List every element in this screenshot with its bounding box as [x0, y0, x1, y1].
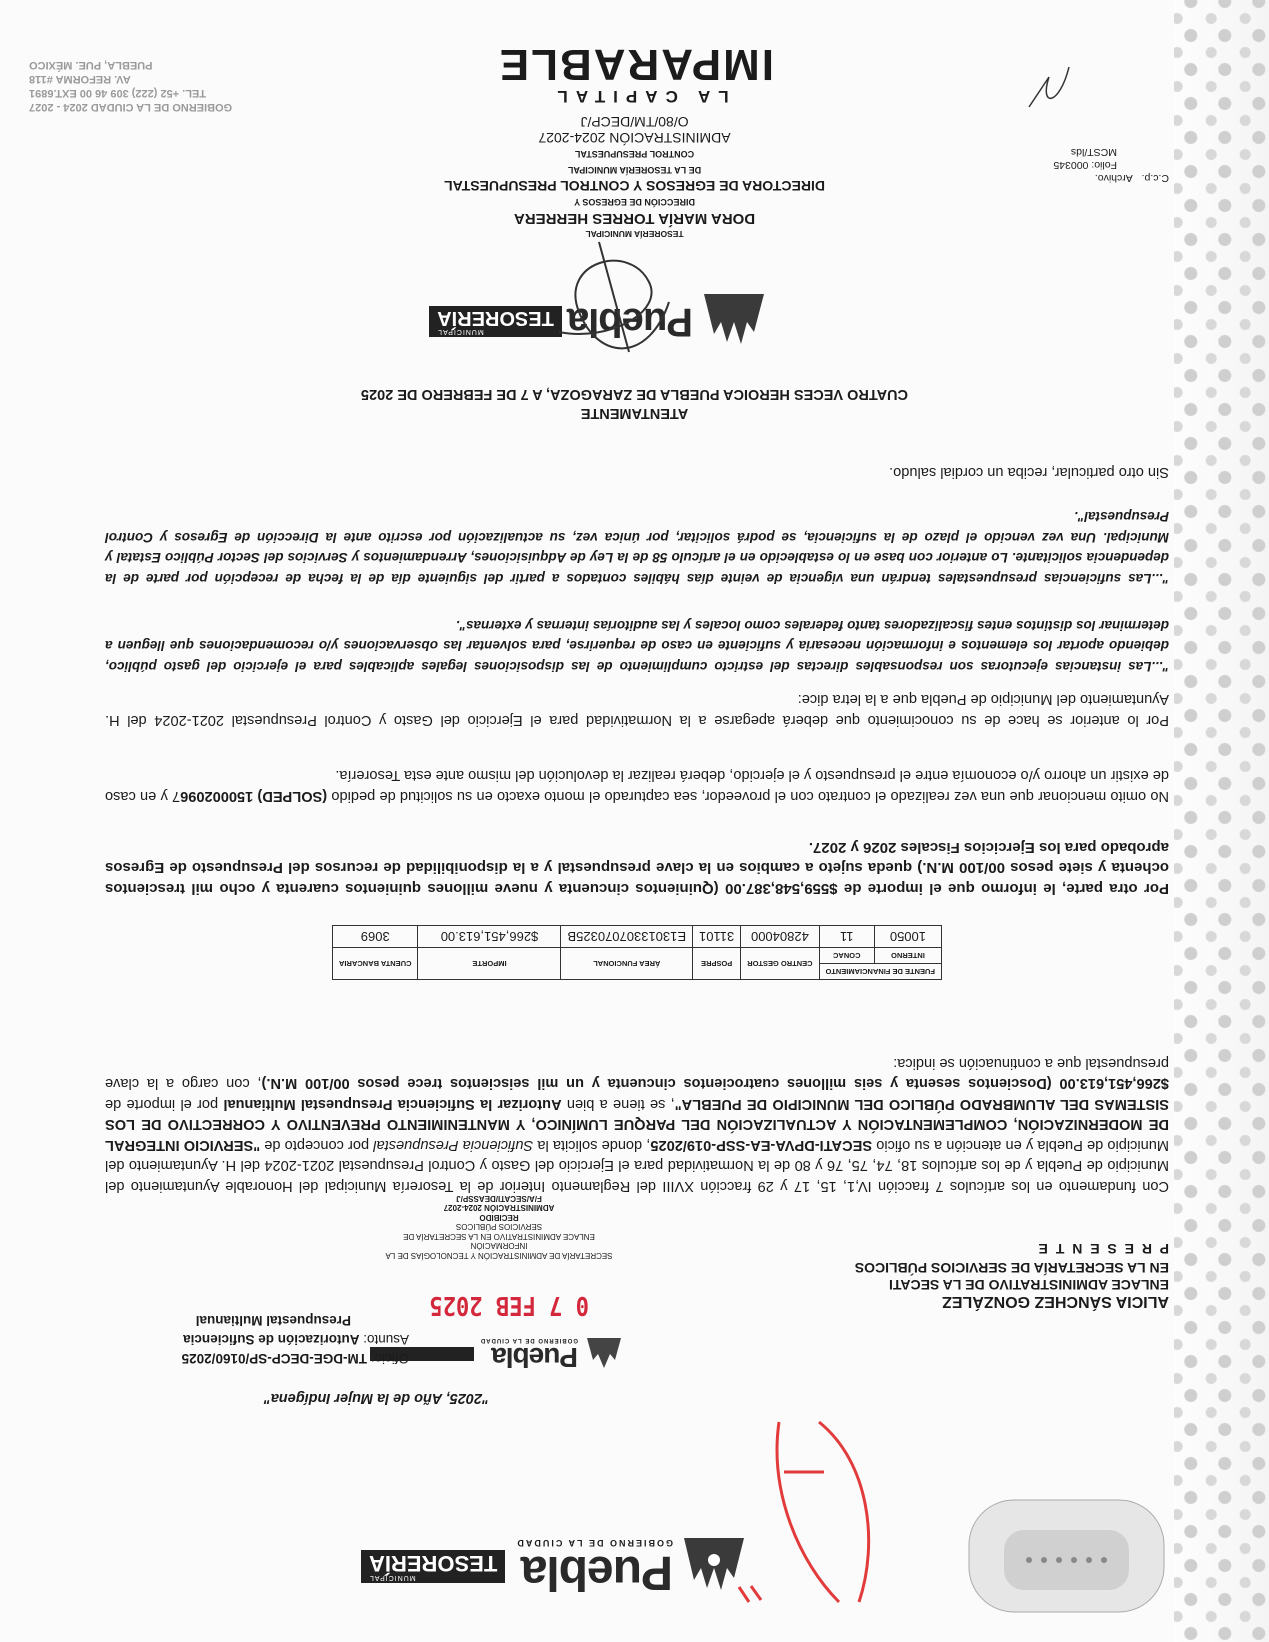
- budget-header-row-top: [333, 964, 942, 980]
- quote-2: "...Las suficiencias presupuestales tendrán una vigencia de veinte días hábiles contados a partir del siguiente día de la fecha de recepción por parte de la dependencia solicitante. Lo anterior con base en lo establecido en el artículo 58 de la Ley de Adquisiciones, Arrendamientos y Servicios del Sector Público Estatal y Municipal. Una vez vencido el plazo de la suficiencia, se podrá solicitar, por única vez, su actualización por escrito ante la Dirección de Egresos y Control Presupuestal".: [105, 509, 1169, 586]
- received-date-stamp: 0 7 FEB 2025: [429, 1290, 589, 1320]
- logo-unit-sub: MUNICIPAL: [368, 1574, 416, 1582]
- p1-intro: Con fundamento en los artículos 7 fracción IV,1, 15, 17 y 29 fracción XVIII del Reglamento Interior de la Tesorería Municipal del Honorable Ayuntamiento del Municipio de Puebla y de los artículos 18, 74, 75, 76 y 80 de la Normatividad para el Ejercicio del Gasto y Control Presupuestal 2021-2024 del H. Ayuntamiento del Municipio de Puebla y en atención a su oficio: [105, 1137, 1169, 1194]
- slogan-top: LA CAPITAL: [549, 87, 729, 106]
- addressee-title-2: EN LA SECRETARÍA DE SERVICIOS PÚBLICOS: [854, 1260, 1169, 1276]
- header-importe: IMPORTE: [418, 948, 561, 980]
- stamp-line-2: INFORMACIÓN: [470, 1241, 528, 1251]
- p3-solped: (SOLPED) 150002096: [180, 788, 328, 804]
- footer-slogan: [497, 40, 774, 106]
- header-interno: INTERNO: [874, 948, 941, 964]
- oficio-number: TM-DGE-DECP-SP/0160/2025: [181, 1351, 367, 1366]
- folio: Folio: 000345: [1053, 159, 1117, 171]
- year-motto: "2025, Año de la Mujer Indígena": [263, 1390, 489, 1406]
- place-date: CUATRO VECES HEROICA PUEBLA DE ZARAGOZA, A 7 DE FEBRERO DE 2025: [360, 386, 909, 402]
- footer-contact: [29, 58, 259, 114]
- footer-gov: GOBIERNO DE LA CIUDAD 2024 - 2027: [29, 101, 233, 113]
- red-handwritten-mark: [729, 1392, 899, 1622]
- paragraph-2: Por otra parte, le informo que el importe de $559,548,387.00 (Quinientos cincuenta y nueve millones quinientos cuarenta y ocho mil trescientos ochenta y siete pesos 00/100 M.N.) queda sujeto a cambios en la clave presupuestal y a la disponibilidad de recursos del Presupuesto de Egresos aprobado para los Ejercicios Fiscales 2026 y 2027.: [105, 839, 1169, 897]
- addressee-name: ALICIA SÁNCHEZ GONZÁLEZ: [942, 1293, 1169, 1310]
- initials: MCST/lds: [1070, 146, 1117, 158]
- logo-unit-label: TESORERÍA: [368, 1551, 498, 1577]
- quote-1: "...Las instancias ejecutoras son responsables directas del estricto cumplimiento de las disposiciones legales aplicables para el ejercicio del gasto público, debiendo aportar los elementos e información necesaria y suficiente en caso de requerirse, para solventar las observaciones y/o recomendaciones que lleguen a determinar los distintos entes fiscalizadores tanto federales como locales y las auditorías internas y externas".: [105, 618, 1169, 674]
- small-cathedral-icon: [584, 1336, 624, 1372]
- footer-ccp: [1053, 145, 1169, 184]
- footer-city: PUEBLA, PUE. MÉXICO: [29, 59, 153, 71]
- seal-line-4: DE LA TESORERÍA MUNICIPAL: [567, 165, 702, 175]
- addressee-title-1: ENLACE ADMINISTRATIVO DE LA SECATI: [889, 1277, 1169, 1293]
- stamp-line-3: ENLACE ADMINISTRATIVO EN LA SECRETARÍA DE: [403, 1232, 595, 1241]
- seal-line-3: CONTROL PRESUPUESTAL: [574, 149, 695, 159]
- oficio-label: Oficio:: [370, 1351, 409, 1366]
- cell-cuenta-bancaria: 3069: [333, 926, 419, 948]
- stamp-line-5: RECIBIDO: [479, 1213, 519, 1222]
- stamp-line-4: SERVICIOS PÚBLICOS: [455, 1222, 543, 1232]
- asunto-line: [182, 1330, 409, 1349]
- p3-text-b: 7 y en caso de existir un ahorro y/o economía entre el presupuesto y el ejercido, deberá realizar la devolución del mismo ante esta Tesorería.: [105, 767, 1169, 804]
- signer-title: DIRECTORA DE EGRESOS Y CONTROL PRESUPUESTAL: [444, 178, 825, 194]
- stamp-line-7: F/A/SECATI/DEASSP/J: [456, 1194, 542, 1203]
- paragraph-4: Por lo anterior se hace de su conocimiento que deberá apegarse a la Normatividad para el Ejercicio del Gasto y Control Presupuestal 2021-2024 del H. Ayuntamiento del Municipio de Puebla que a la letra dice:: [105, 691, 1169, 728]
- p3-text-a: No omito mencionar que una vez realizado el contrato con el proveedor, sea capturado el monto exacto en su solicitud de pedido: [327, 788, 1169, 804]
- paragraph-1: [105, 1053, 1169, 1197]
- p1-text-d: , se tiene a bien: [561, 1096, 675, 1112]
- cell-area-funcional: E13013307070325B: [561, 926, 693, 948]
- p1-text-c: por concepto de: [260, 1137, 374, 1153]
- addressee-block: [855, 1240, 1169, 1310]
- footer-address: AV. REFORMA #118: [29, 73, 131, 85]
- header-area-funcional: ÁREA FUNCIONAL: [561, 948, 693, 980]
- p1-reference: SECATI-DPVA-EA-SSP-019/2025: [650, 1137, 873, 1153]
- p1-text-f: , con cargo a la clave presupuestal que a continuación se indica:: [105, 1055, 1169, 1092]
- stamp-line-1: SECRETARÍA DE ADMINISTRACIÓN Y TECNOLOGÍAS DE LA: [385, 1251, 613, 1260]
- header-logo: [361, 1536, 749, 1598]
- handwritten-signature: [539, 232, 689, 372]
- seal-line-2: DIRECCIÓN DE EGRESOS Y: [574, 197, 695, 207]
- footer-phone: TEL. +52 (222) 309 46 00 EXT.6891: [29, 87, 207, 99]
- table-row: [333, 926, 942, 948]
- signer-name: DORA MARÍA TORRES HERRERA: [513, 210, 756, 227]
- salutation: Sin otro particular, reciba un cordial saludo.: [889, 464, 1169, 480]
- header-conac: CONAC: [819, 948, 874, 964]
- small-logo-city: Puebla: [492, 1342, 578, 1373]
- logo-unit: [361, 1551, 505, 1584]
- stamp-line-6: ADMINISTRACIÓN 2024-2027: [443, 1203, 555, 1213]
- p1-text-e: por el importe de: [105, 1096, 224, 1112]
- ccp-archivo: Archivo.: [1094, 172, 1133, 184]
- signature-logo: Puebla MUNICIPAL TESORERÍA: [429, 292, 769, 352]
- cell-importe: $266,451,613.00: [418, 926, 561, 948]
- p1-amount: $266,451,613.00 (Doscientos sesenta y seis millones cuatrocientos cincuenta y un mil seiscientos trece pesos 00/100 M.N.): [261, 1075, 1169, 1092]
- slogan-main: IMPARABLE: [497, 40, 774, 89]
- cell-interno: 10050: [874, 926, 941, 948]
- budget-table: [332, 925, 942, 980]
- atentamente: ATENTAMENTE: [580, 405, 689, 421]
- closing-block: [0, 384, 1269, 422]
- decorative-border: [1174, 0, 1269, 1642]
- paragraph-3: [105, 765, 1169, 806]
- received-stamp-block: [349, 1194, 649, 1261]
- cell-pospre: 31101: [693, 926, 741, 948]
- seal-line-5: ADMINISTRACIÓN 2024-2027: [538, 130, 731, 146]
- initials-scribble: [1019, 57, 1079, 117]
- seal-line-1: TESORERÍA MUNICIPAL: [585, 229, 684, 239]
- ccp-label: C.c.p.: [1141, 172, 1169, 184]
- p1-italic: Suficiencia Presupuestal: [373, 1137, 534, 1153]
- p1-text-b: , donde solicita la: [533, 1137, 651, 1153]
- logo-city: Puebla: [521, 1546, 673, 1599]
- municipal-crest-icon: [959, 1492, 1174, 1620]
- presente: P R E S E N T E: [1036, 1241, 1169, 1257]
- p1-concept: "SERVICIO INTEGRAL DE MODERNIZACIÓN, COMPLEMENTACIÓN Y ACTUALIZACIÓN DEL PARQUE LUMÍNICO, Y MANTENIMIENTO PREVENTIVO Y CORRECTIVO DE LOS SISTEMAS DEL ALUMBRADO PÚBLICO DEL MUNICIPIO DE PUEBLA": [105, 1096, 1169, 1153]
- logo-gov: GOBIERNO DE LA CIUDAD: [515, 1538, 673, 1548]
- header-cuenta-bancaria: CUENTA BANCARIA: [333, 948, 419, 980]
- ccp-line: [1053, 171, 1169, 184]
- cell-conac: 11: [819, 926, 874, 948]
- header-centro-gestor: CENTRO GESTOR: [741, 948, 819, 980]
- seal-cathedral-icon: [699, 292, 769, 352]
- asunto-text-2: Presupuestal Multianual: [195, 1313, 351, 1328]
- oficio-line: [182, 1349, 409, 1368]
- p1-authorization: Autorizar la Suficiencia Presupuestal Multianual: [223, 1096, 562, 1112]
- oficio-block: [182, 1311, 409, 1368]
- cell-centro-gestor: 42804000: [741, 926, 819, 948]
- asunto-label: Asunto:: [363, 1332, 409, 1347]
- small-logo-gov: GOBIERNO DE LA CIUDAD: [479, 1337, 578, 1343]
- header-pospre: POSPRE: [693, 948, 741, 980]
- seal-line-6: O/80/TM/DECP/J: [580, 114, 689, 130]
- asunto-text: Autorización de Suficiencia: [183, 1332, 360, 1347]
- header-fuente: FUENTE DE FINANCIAMIENTO: [819, 964, 941, 980]
